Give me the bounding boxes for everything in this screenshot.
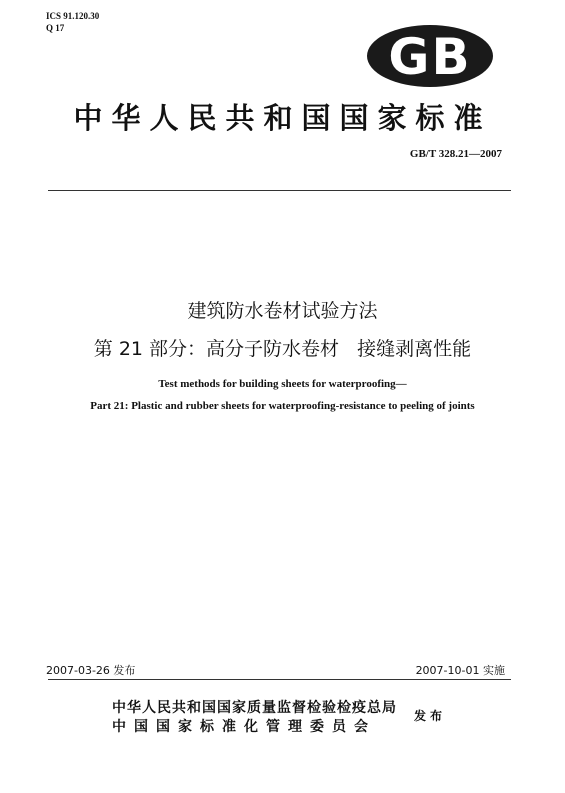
issuer-sac: 中国国家标准化管理委员会 <box>112 719 376 735</box>
implementation-date: 2007-10-01 实施 <box>415 664 505 677</box>
bottom-divider <box>48 679 511 680</box>
classification-codes <box>46 10 99 34</box>
ccs-code: Q 17 <box>46 23 65 33</box>
ics-code: ICS 91.120.30 <box>46 11 100 21</box>
gb-logo-text: GB <box>388 28 472 86</box>
issuer-aqsiq: 中华人民共和国国家质量监督检验检疫总局 <box>112 700 397 716</box>
english-title-line1: Test methods for building sheets for waterproofing— <box>158 378 407 390</box>
national-standard-title: 中华人民共和国国家标准 <box>73 101 492 135</box>
chinese-title-line1: 建筑防水卷材试验方法 <box>187 300 378 322</box>
publish-label: 发布 <box>414 709 447 723</box>
chinese-title-line2: 第 21 部分：高分子防水卷材 接缝剥离性能 <box>93 338 472 360</box>
gb-logo <box>364 22 496 90</box>
standard-number: GB/T 328.21—2007 <box>409 148 502 160</box>
english-title-line2: Part 21: Plastic and rubber sheets for waterproofing-resistance to peeling of joints <box>90 400 475 412</box>
issue-date: 2007-03-26 发布 <box>46 664 136 677</box>
top-divider <box>48 190 511 191</box>
